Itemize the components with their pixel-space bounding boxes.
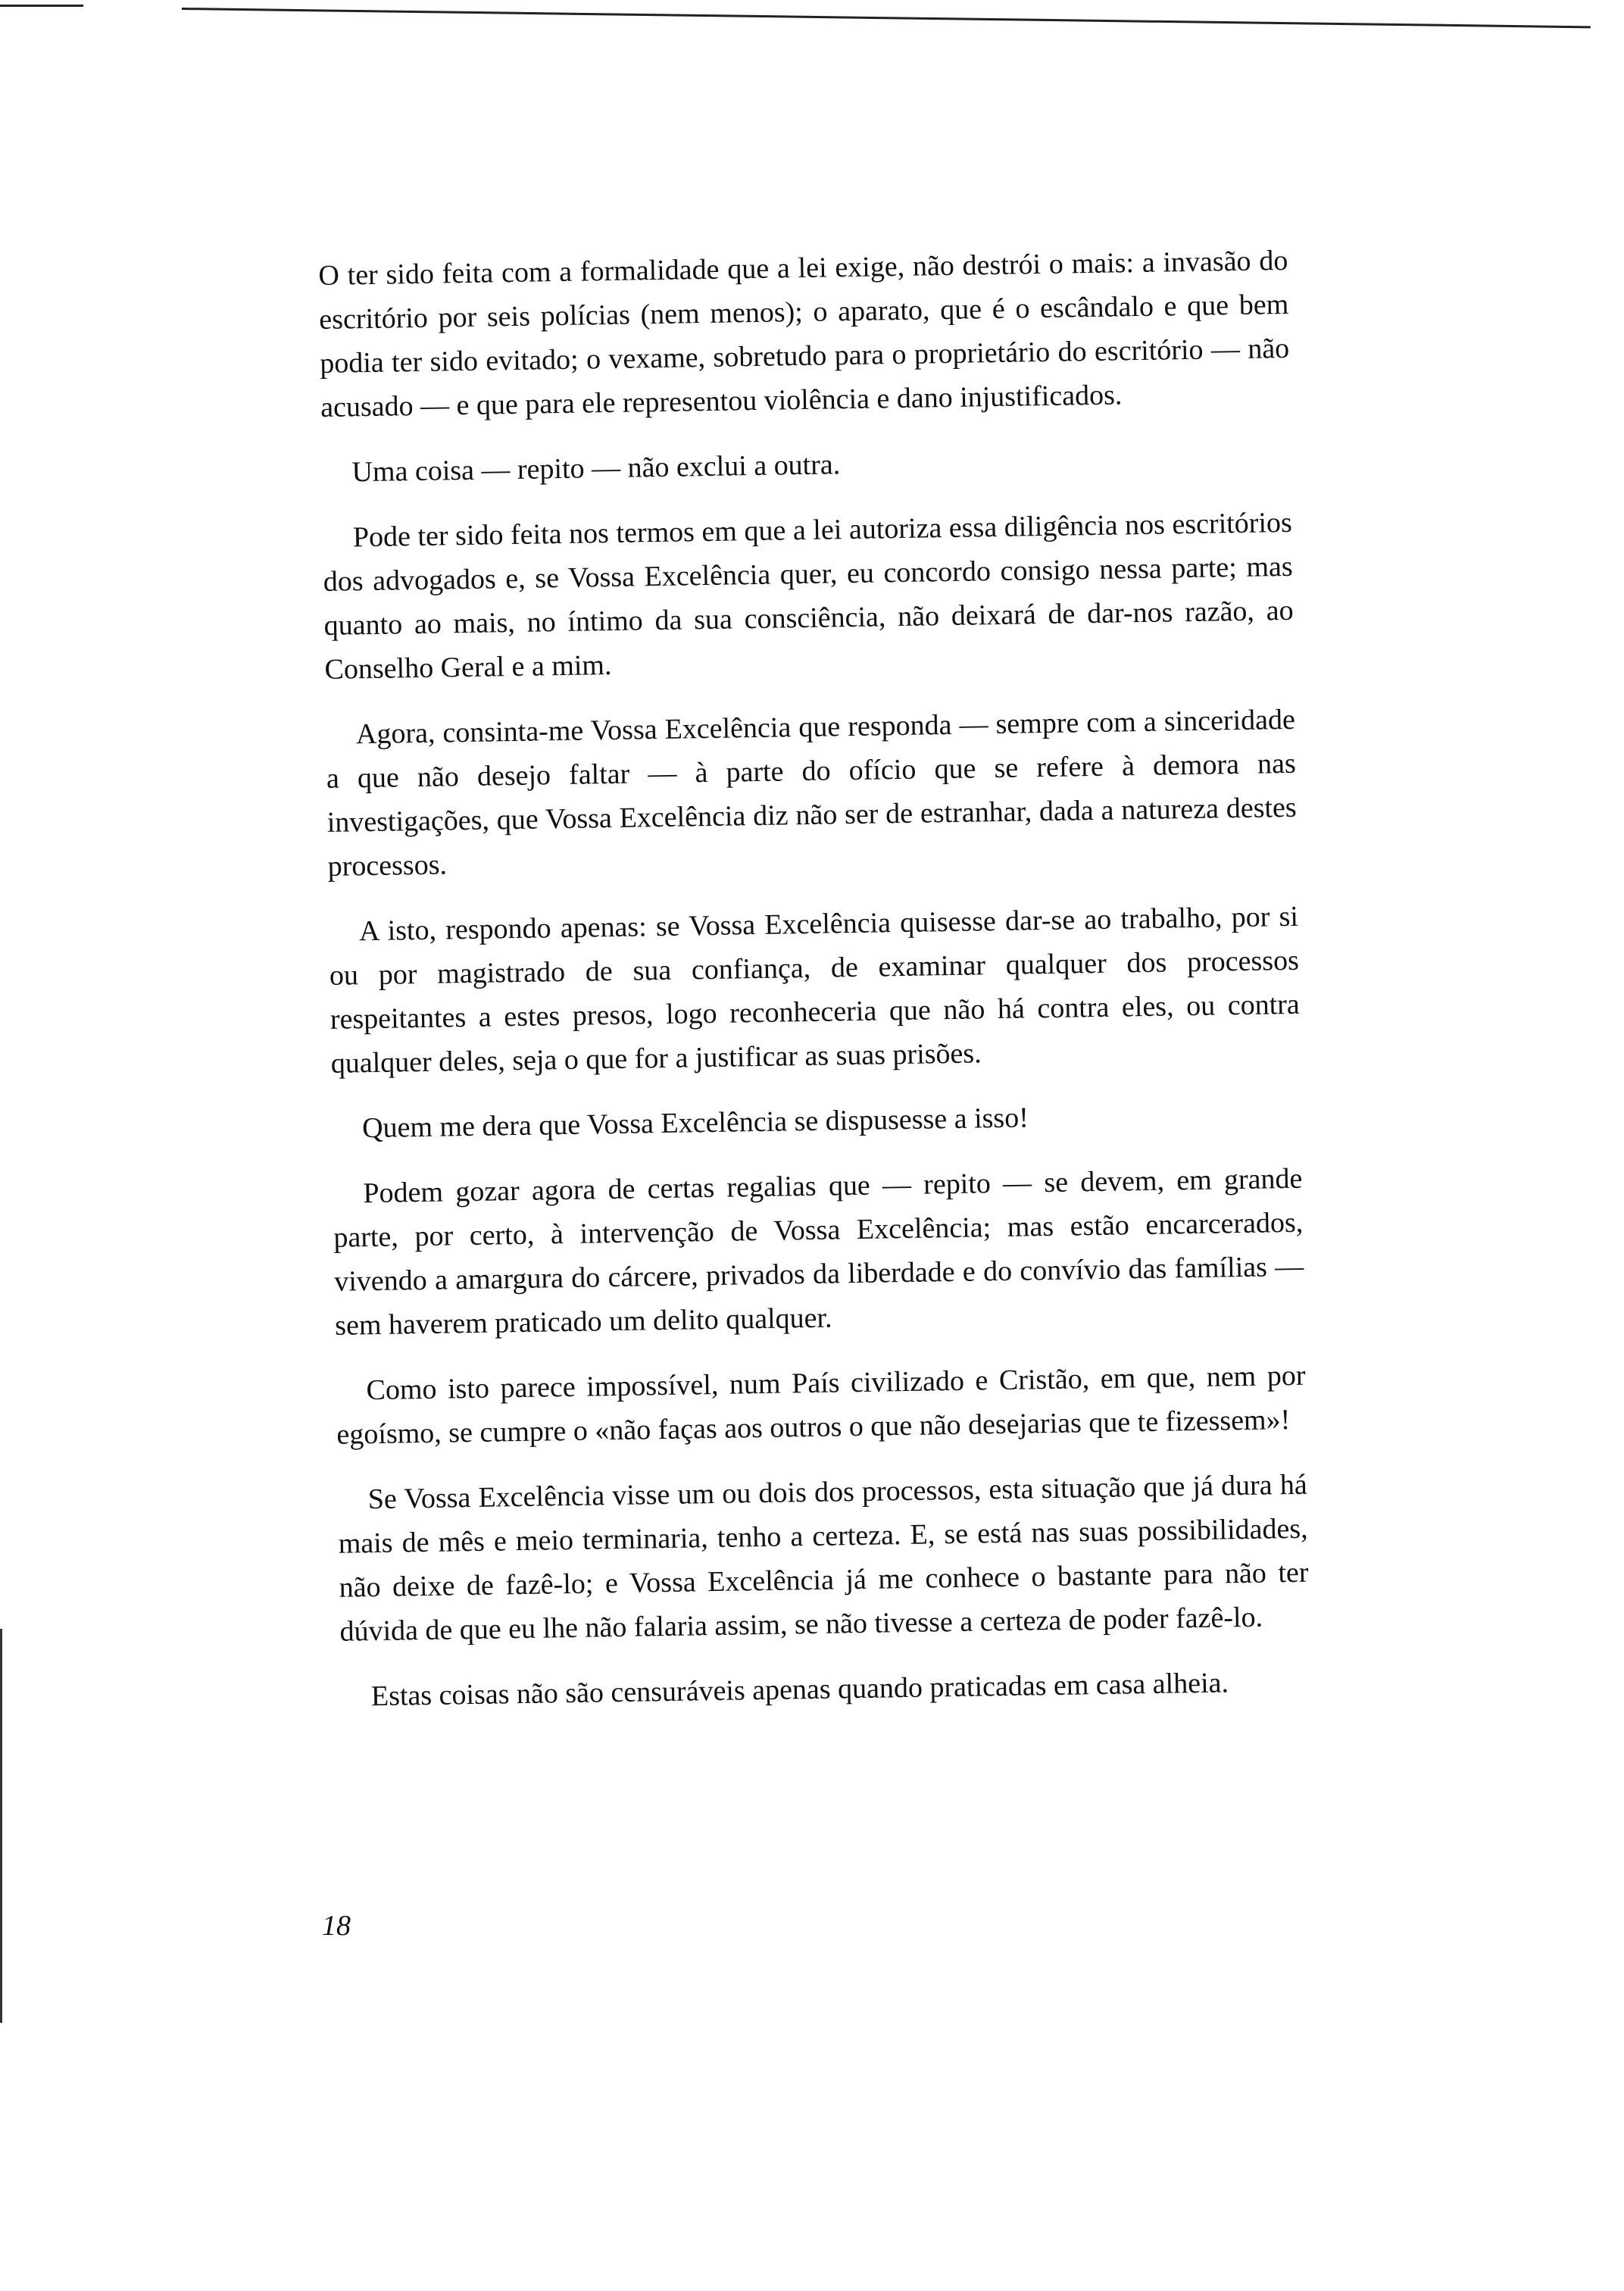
paragraph: Se Vossa Excelência visse um ou dois dos processos, esta situação que já dura há mais de mês e meio terminaria, tenho a certeza. E, se está nas suas possibilidades, não deixe de fazê-lo; e Vossa Excelência já me conhece o bastante para não ter dúvida de que eu lhe não falaria assim, se não tivesse a certeza de poder fazê-lo. bbox=[338, 1468, 1309, 1648]
paragraph: Estas coisas não são censuráveis apenas quando praticadas em casa alheia. bbox=[370, 1667, 1229, 1713]
paragraph: O ter sido feita com a formalidade que a lei exige, não destrói o mais: a invasão do escritório por seis polícias (nem menos); o aparato, que é o escândalo e que bem podia ter sido evitado; o vexame, sobretudo para o proprietário do escritório — não acusado — e que para ele representou violência e dano injustificados. bbox=[318, 244, 1290, 424]
scan-edge-mark bbox=[0, 5, 83, 7]
page-number: 18 bbox=[322, 1910, 351, 1942]
paragraph: Como isto parece impossível, num País civilizado e Cristão, em que, nem por egoísmo, se cumpre o «não faças aos outros o que não desejarias que te fizessem»! bbox=[336, 1359, 1306, 1451]
scan-left-edge bbox=[0, 1629, 2, 2023]
paragraph: A isto, respondo apenas: se Vossa Excelência quisesse dar-se ao trabalho, por si ou por magistrado de sua confiança, de examinar qualquer dos processos respeitantes a estes presos, logo reconheceria que não há contra eles, ou contra qualquer deles, seja o que for a justificar as suas prisões. bbox=[329, 900, 1301, 1080]
paragraph: Pode ter sido feita nos termos em que a lei autoriza essa diligência nos escritórios dos advogados e, se Vossa Excelência quer, eu concordo consigo nessa parte; mas quanto ao mais, no íntimo da sua consciência, não deixará de dar-nos razão, ao Conselho Geral e a mim. bbox=[323, 506, 1294, 686]
scan-top-rule bbox=[182, 8, 1591, 28]
paragraph: Podem gozar agora de certas regalias que — repito — se devem, em grande parte, por certo, à intervenção de Vossa Excelência; mas estão encarcerados, vivendo a amargura do cárcere, privados da liberdade e do convívio das famílias — sem haverem praticado um delito qualquer. bbox=[333, 1162, 1304, 1342]
paragraph: Quem me dera que Vossa Excelência se dispusesse a isso! bbox=[361, 1102, 1029, 1145]
paragraph: Agora, consinta-me Vossa Excelência que responda — sempre com a sinceridade a que não desejo faltar — à parte do ofício que se refere à demora nas investigações, que Vossa Excelência diz não ser de estranhar, dada a natureza destes processos. bbox=[326, 703, 1297, 883]
body-text bbox=[318, 239, 1311, 1740]
paragraph: Uma coisa — repito — não exclui a outra. bbox=[351, 449, 841, 489]
